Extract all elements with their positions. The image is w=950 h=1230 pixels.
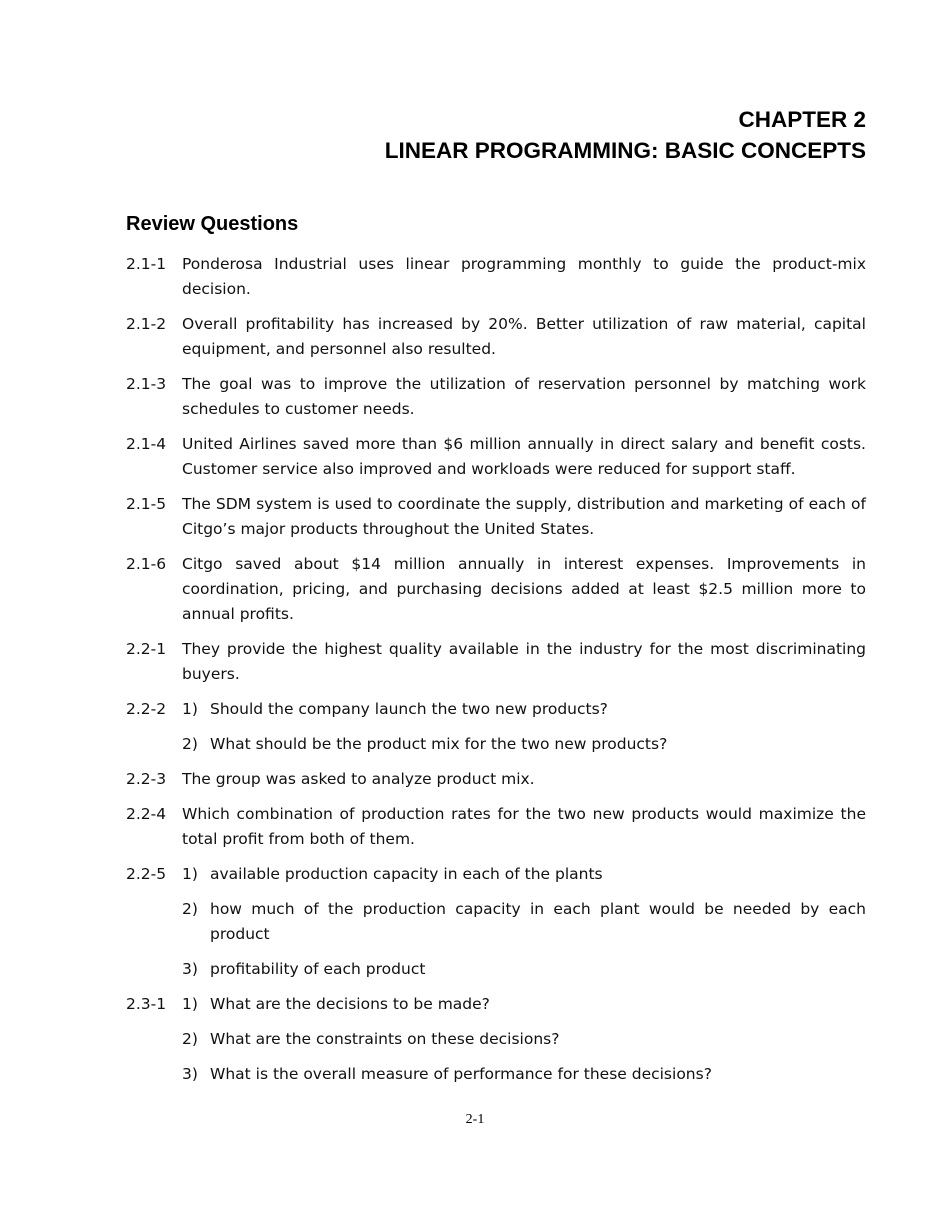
question-number: 2.1-2 (126, 315, 167, 333)
question-item (126, 312, 866, 362)
answer-subitem (182, 957, 866, 982)
question-answer (182, 552, 866, 627)
subitem-text: What are the decisions to be made? (210, 995, 490, 1013)
answer-subitem (182, 897, 866, 947)
question-number: 2.2-2 (126, 700, 167, 718)
answer-text: United Airlines saved more than $6 million annually in direct salary and benefit costs. Customer service also improved and workloads were reduced for support staff. (182, 435, 866, 478)
question-item (126, 552, 866, 627)
answer-subitem (182, 1062, 866, 1087)
question-number: 2.1-6 (126, 555, 167, 573)
question-answer (182, 767, 866, 792)
question-answer (182, 992, 866, 1087)
question-item (126, 252, 866, 302)
answer-text: Ponderosa Industrial uses linear programming monthly to guide the product-mix decision. (182, 255, 866, 298)
question-item (126, 372, 866, 422)
subitem-number: 1) (182, 995, 198, 1013)
question-number: 2.2-3 (126, 770, 167, 788)
answer-subitem (182, 697, 866, 722)
subitem-number: 2) (182, 1030, 198, 1048)
subitem-number: 2) (182, 900, 198, 918)
answer-text: They provide the highest quality available in the industry for the most discriminating buyers. (182, 640, 866, 683)
subitem-number: 1) (182, 700, 198, 718)
chapter-heading (385, 104, 866, 166)
answer-text: The group was asked to analyze product mix. (182, 770, 535, 788)
subitem-text: how much of the production capacity in each plant would be needed by each product (210, 900, 866, 943)
question-item (126, 492, 866, 542)
question-answer (182, 637, 866, 687)
question-number: 2.1-3 (126, 375, 167, 393)
question-answer (182, 862, 866, 982)
chapter-number: CHAPTER 2 (738, 107, 866, 132)
subitem-number: 3) (182, 1065, 198, 1083)
page-number: 2-1 (465, 1112, 485, 1127)
subitem-text: What are the constraints on these decisions? (210, 1030, 560, 1048)
subitem-number: 3) (182, 960, 198, 978)
question-number: 2.2-1 (126, 640, 167, 658)
answer-text: Overall profitability has increased by 20%. Better utilization of raw material, capital equipment, and personnel also resulted. (182, 315, 866, 358)
question-answer (182, 372, 866, 422)
subitem-number: 2) (182, 735, 198, 753)
question-item (126, 767, 866, 792)
question-answer (182, 432, 866, 482)
answer-subitem (182, 732, 866, 757)
question-answer (182, 802, 866, 852)
subitem-text: What should be the product mix for the two new products? (210, 735, 668, 753)
answer-text: The SDM system is used to coordinate the supply, distribution and marketing of each of Citgo’s major products throughout the United States. (182, 495, 866, 538)
chapter-title: LINEAR PROGRAMMING: BASIC CONCEPTS (384, 138, 866, 163)
answer-subitem (182, 992, 866, 1017)
answer-text: The goal was to improve the utilization of reservation personnel by matching work schedules to customer needs. (182, 375, 866, 418)
question-item (126, 862, 866, 982)
question-answer (182, 252, 866, 302)
subitem-text: profitability of each product (210, 960, 426, 978)
question-item (126, 697, 866, 757)
subitem-number: 1) (182, 865, 198, 883)
answer-subitem (182, 1027, 866, 1052)
question-item (126, 992, 866, 1087)
question-answer (182, 492, 866, 542)
question-number: 2.2-4 (126, 805, 167, 823)
question-number: 2.3-1 (126, 995, 167, 1013)
answer-subitem (182, 862, 866, 887)
section-title: Review Questions (126, 213, 299, 235)
question-item (126, 637, 866, 687)
answer-text: Which combination of production rates for the two new products would maximize the total profit from both of them. (182, 805, 866, 848)
question-item (126, 802, 866, 852)
question-item (126, 432, 866, 482)
question-number: 2.1-5 (126, 495, 167, 513)
question-answer (182, 697, 866, 757)
subitem-text: available production capacity in each of the plants (210, 865, 603, 883)
answer-text: Citgo saved about $14 million annually in interest expenses. Improvements in coordination, pricing, and purchasing decisions added at least $2.5 million more to annual profits. (182, 555, 866, 623)
subitem-text: What is the overall measure of performance for these decisions? (210, 1065, 712, 1083)
question-number: 2.1-4 (126, 435, 167, 453)
review-questions-list (126, 252, 866, 1097)
question-answer (182, 312, 866, 362)
question-number: 2.2-5 (126, 865, 167, 883)
subitem-text: Should the company launch the two new products? (210, 700, 608, 718)
question-number: 2.1-1 (126, 255, 167, 273)
